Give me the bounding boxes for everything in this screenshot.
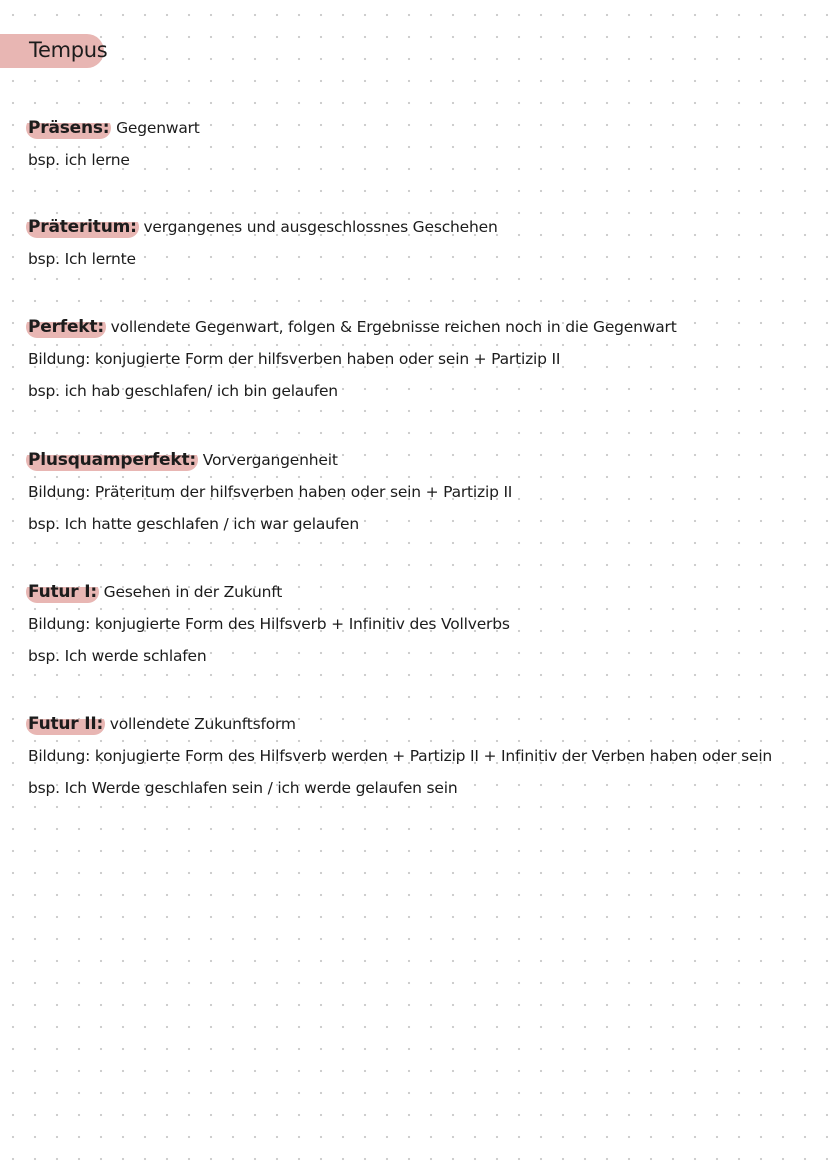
section-heading: [28, 708, 808, 740]
example-line: bsp. ich hab geschlafen/ ich bin gelaufen: [28, 382, 338, 400]
term-label: Futur II:: [28, 714, 104, 734]
section-praeteritum: [28, 211, 808, 275]
section-plusquamperfekt: [28, 444, 808, 540]
term-description: vergangenes und ausgeschlossnes Geschehen: [138, 218, 498, 236]
formation-line: Bildung: konjugierte Form des Hilfsverb werden + Partizip II + Infinitiv der Verben haben oder sein: [28, 747, 773, 765]
example-line: bsp. Ich Werde geschlafen sein / ich werde gelaufen sein: [28, 779, 458, 797]
term-description: Vorvergangenheit: [198, 451, 338, 469]
section-praesens: [28, 112, 808, 176]
formation-line: Bildung: Präteritum der hilfsverben haben oder sein + Partizip II: [28, 483, 513, 501]
term-label: Perfekt:: [28, 317, 104, 337]
example-line: bsp. Ich werde schlafen: [28, 647, 207, 665]
page-title: Tempus: [29, 38, 108, 62]
term-description: vollendete Gegenwart, folgen & Ergebnisse reichen noch in die Gegenwart: [105, 318, 677, 336]
section-heading: [28, 311, 808, 343]
section-futur-2: [28, 708, 808, 804]
formation-line: Bildung: konjugierte Form des Hilfsverb + Infinitiv des Vollverbs: [28, 615, 510, 633]
section-heading: [28, 112, 808, 144]
section-heading: [28, 576, 808, 608]
term-description: vollendete Zukunftsform: [105, 715, 296, 733]
section-heading: [28, 444, 808, 476]
example-line: bsp. Ich lernte: [28, 250, 136, 268]
section-heading: [28, 211, 808, 243]
formation-line: Bildung: konjugierte Form der hilfsverben haben oder sein + Partizip II: [28, 350, 561, 368]
example-line: bsp. ich lerne: [28, 151, 130, 169]
example-line: bsp. Ich hatte geschlafen / ich war gelaufen: [28, 515, 359, 533]
section-futur-1: [28, 576, 808, 672]
section-perfekt: [28, 311, 808, 407]
term-description: Gegenwart: [111, 119, 200, 137]
term-label: Präsens:: [28, 118, 110, 138]
term-label: Präteritum:: [28, 217, 137, 237]
term-description: Gesehen in der Zukunft: [98, 583, 283, 601]
term-label: Plusquamperfekt:: [28, 450, 197, 470]
term-label: Futur I:: [28, 582, 97, 602]
